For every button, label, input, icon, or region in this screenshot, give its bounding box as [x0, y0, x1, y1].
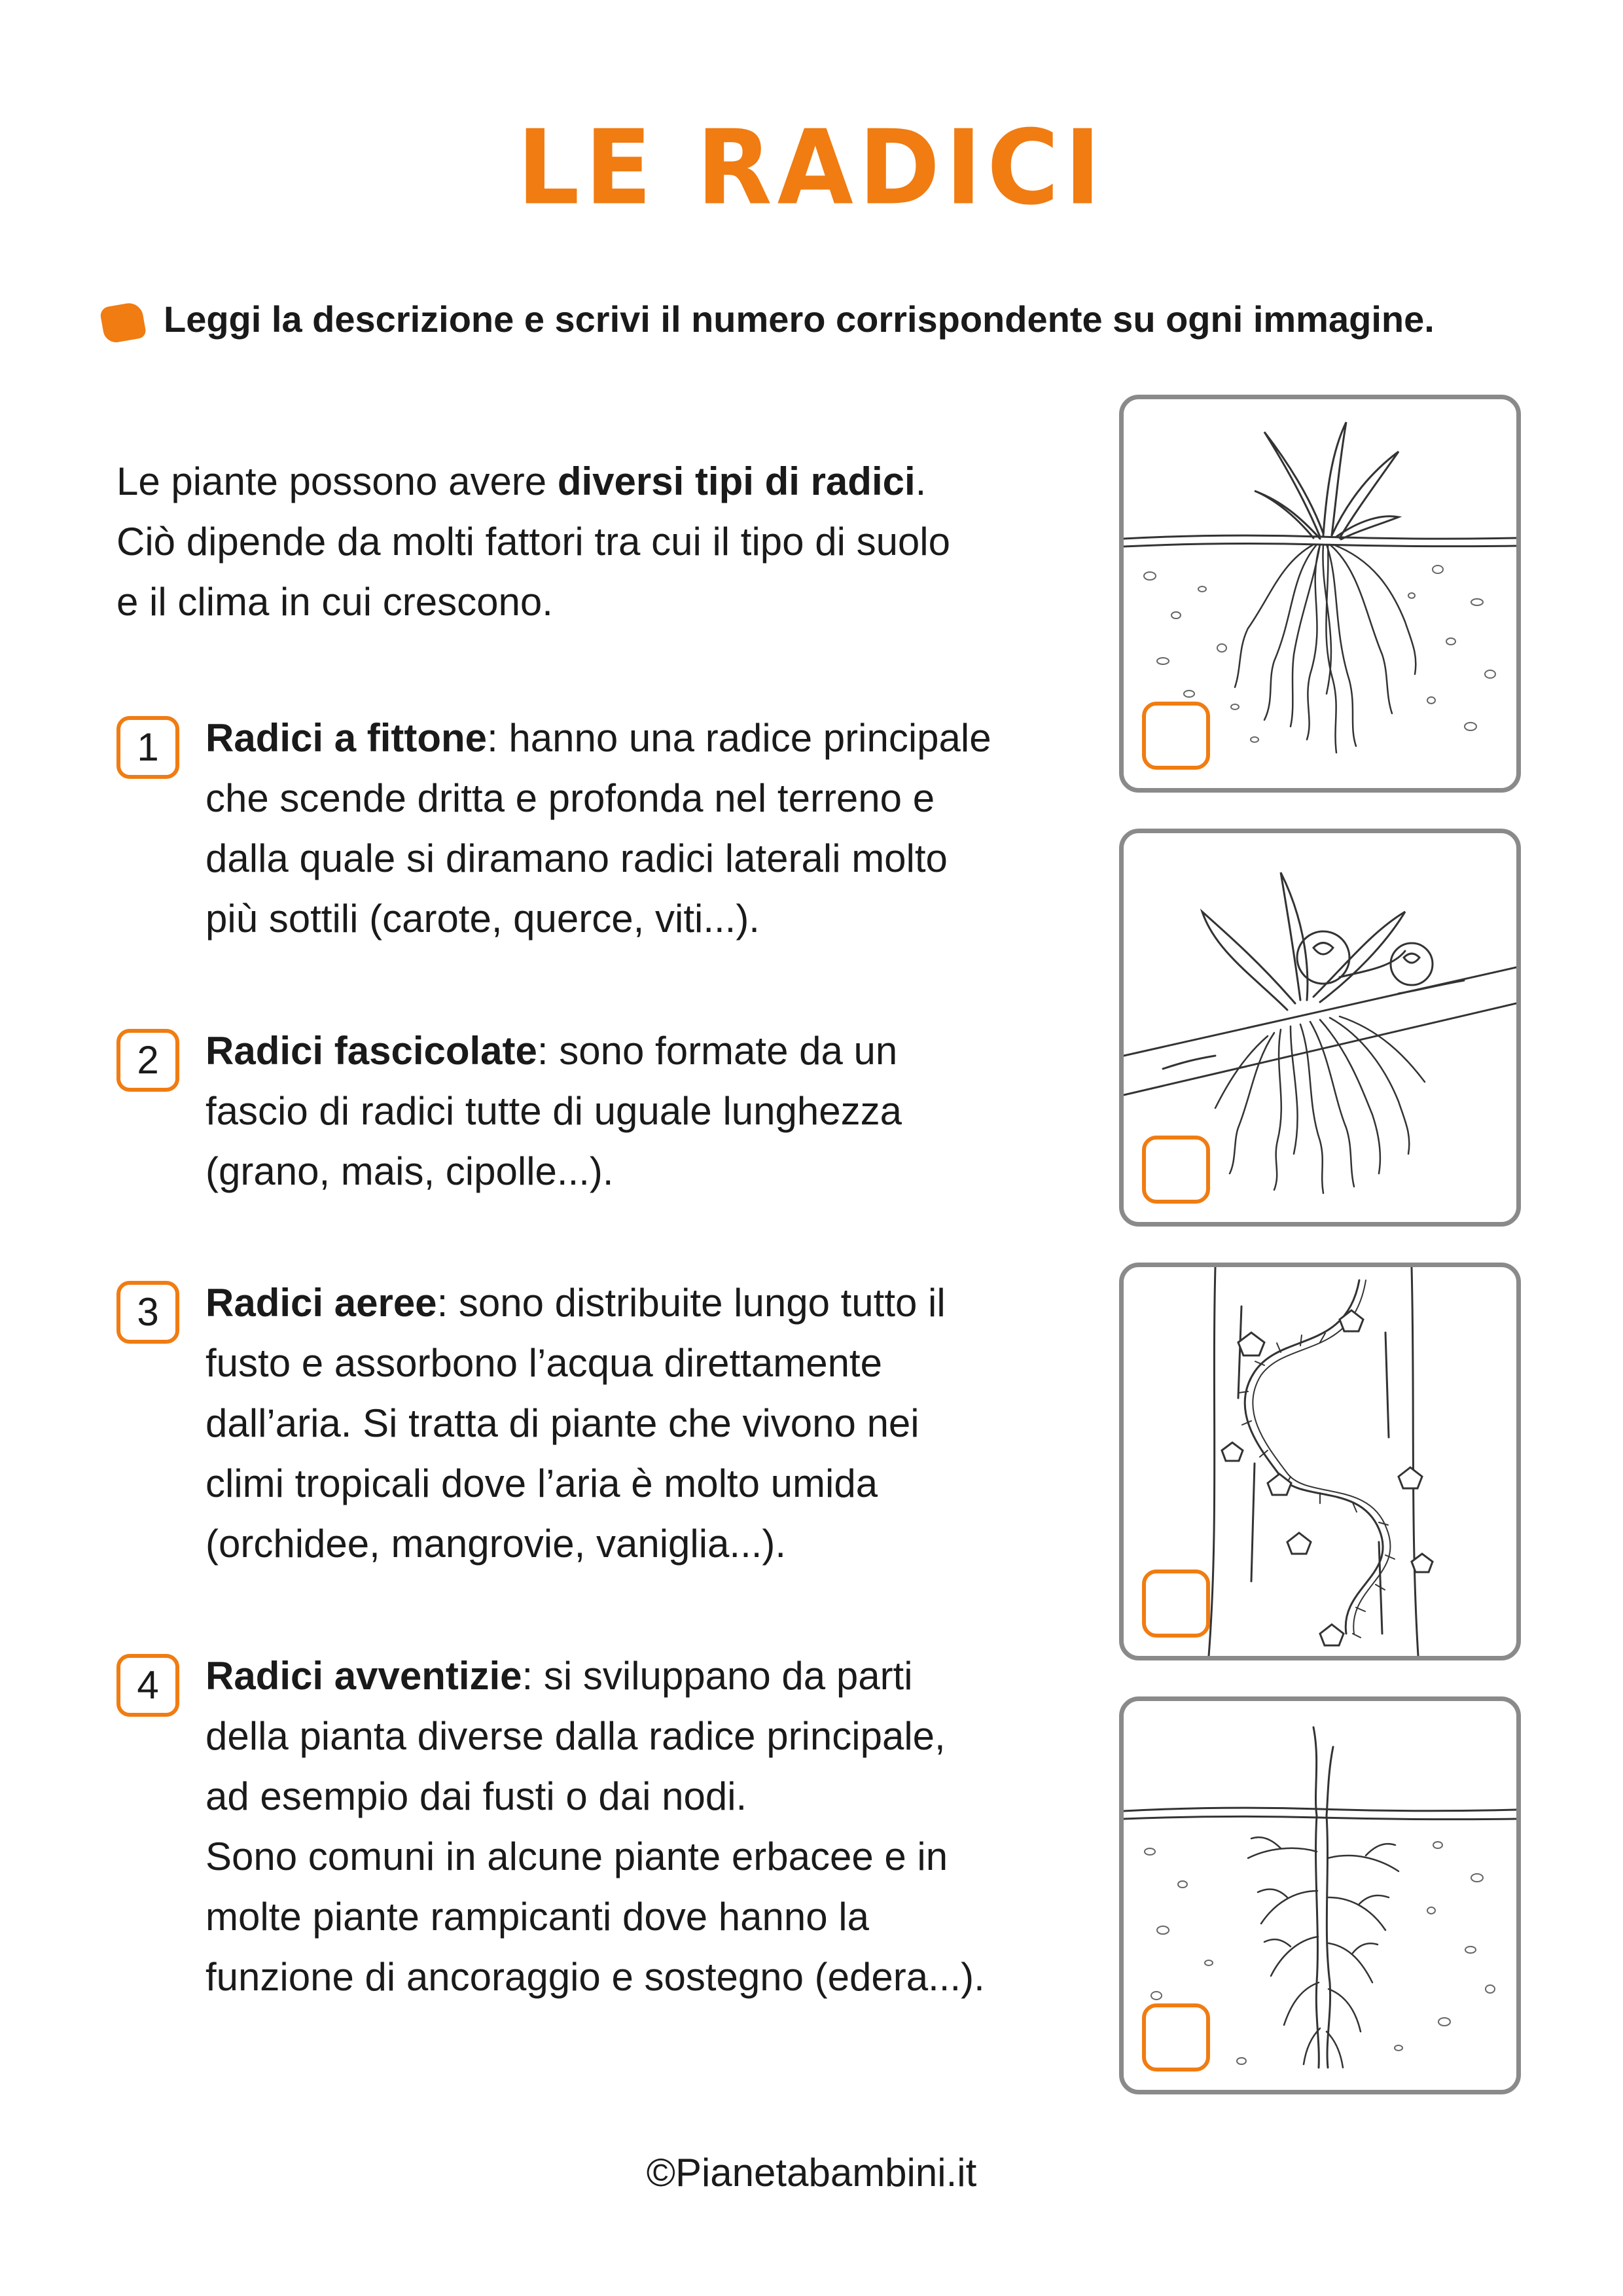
root-type-name: Radici fascicolate	[205, 1029, 537, 1073]
item-description: Radici fascicolate: sono formate da un fascio di radici tutte di uguale lunghezza (grano, mais, cipolle...).	[205, 1029, 902, 1193]
item-number-badge: 2	[116, 1029, 179, 1092]
answer-box[interactable]	[1142, 702, 1210, 770]
answer-box[interactable]	[1142, 1570, 1210, 1638]
picture-panel-2	[1119, 829, 1521, 1227]
item-number-badge: 3	[116, 1281, 179, 1344]
intro-line-1: Le piante possono avere diversi tipi di radici.	[116, 459, 927, 503]
root-type-name: Radici aeree	[205, 1281, 437, 1325]
picture-panel-4	[1119, 1696, 1521, 2094]
item-number-badge: 1	[116, 716, 179, 779]
intro-highlight: diversi tipi di radici	[557, 459, 916, 503]
footer-copyright: ©Pianetabambini.it	[646, 2151, 977, 2195]
picture-panel-1	[1119, 395, 1521, 793]
item-description: Radici a fittone: hanno una radice principale che scende dritta e profonda nel terreno e dalla quale si diramano radici laterali molto più sottili (carote, querce, viti...).	[205, 716, 991, 941]
item-description: Radici aeree: sono distribuite lungo tutto il fusto e assorbono l’acqua direttamente dall’aria. Si tratta di piante che vivono nei climi tropicali dove l’aria è molto umida (orchidee, mangrovie, vaniglia...).	[205, 1281, 946, 1566]
item-number-badge: 4	[116, 1654, 179, 1717]
root-type-name: Radici a fittone	[205, 716, 488, 760]
root-type-name: Radici avventizie	[205, 1654, 522, 1698]
answer-box[interactable]	[1142, 2003, 1210, 2072]
picture-panel-3	[1119, 1263, 1521, 1660]
bullet-icon	[99, 301, 147, 344]
intro-line-3: e il clima in cui crescono.	[116, 580, 553, 624]
instruction-text: Leggi la descrizione e scrivi il numero corrispondente su ogni immagine.	[164, 298, 1435, 340]
item-description: Radici avventizie: si sviluppano da parti della pianta diverse dalla radice principale, ad esempio dai fusti o dai nodi. Sono comuni in alcune piante erbacee e in molte piante rampicanti dove hanno la funzione di ancoraggio e sostegno (edera...).	[205, 1654, 985, 1999]
page-title: LE RADICI	[516, 108, 1107, 228]
intro-line-2: Ciò dipende da molti fattori tra cui il tipo di suolo	[116, 520, 951, 564]
intro-paragraph	[116, 452, 1085, 632]
answer-box[interactable]	[1142, 1136, 1210, 1204]
instruction-row	[98, 291, 1571, 350]
